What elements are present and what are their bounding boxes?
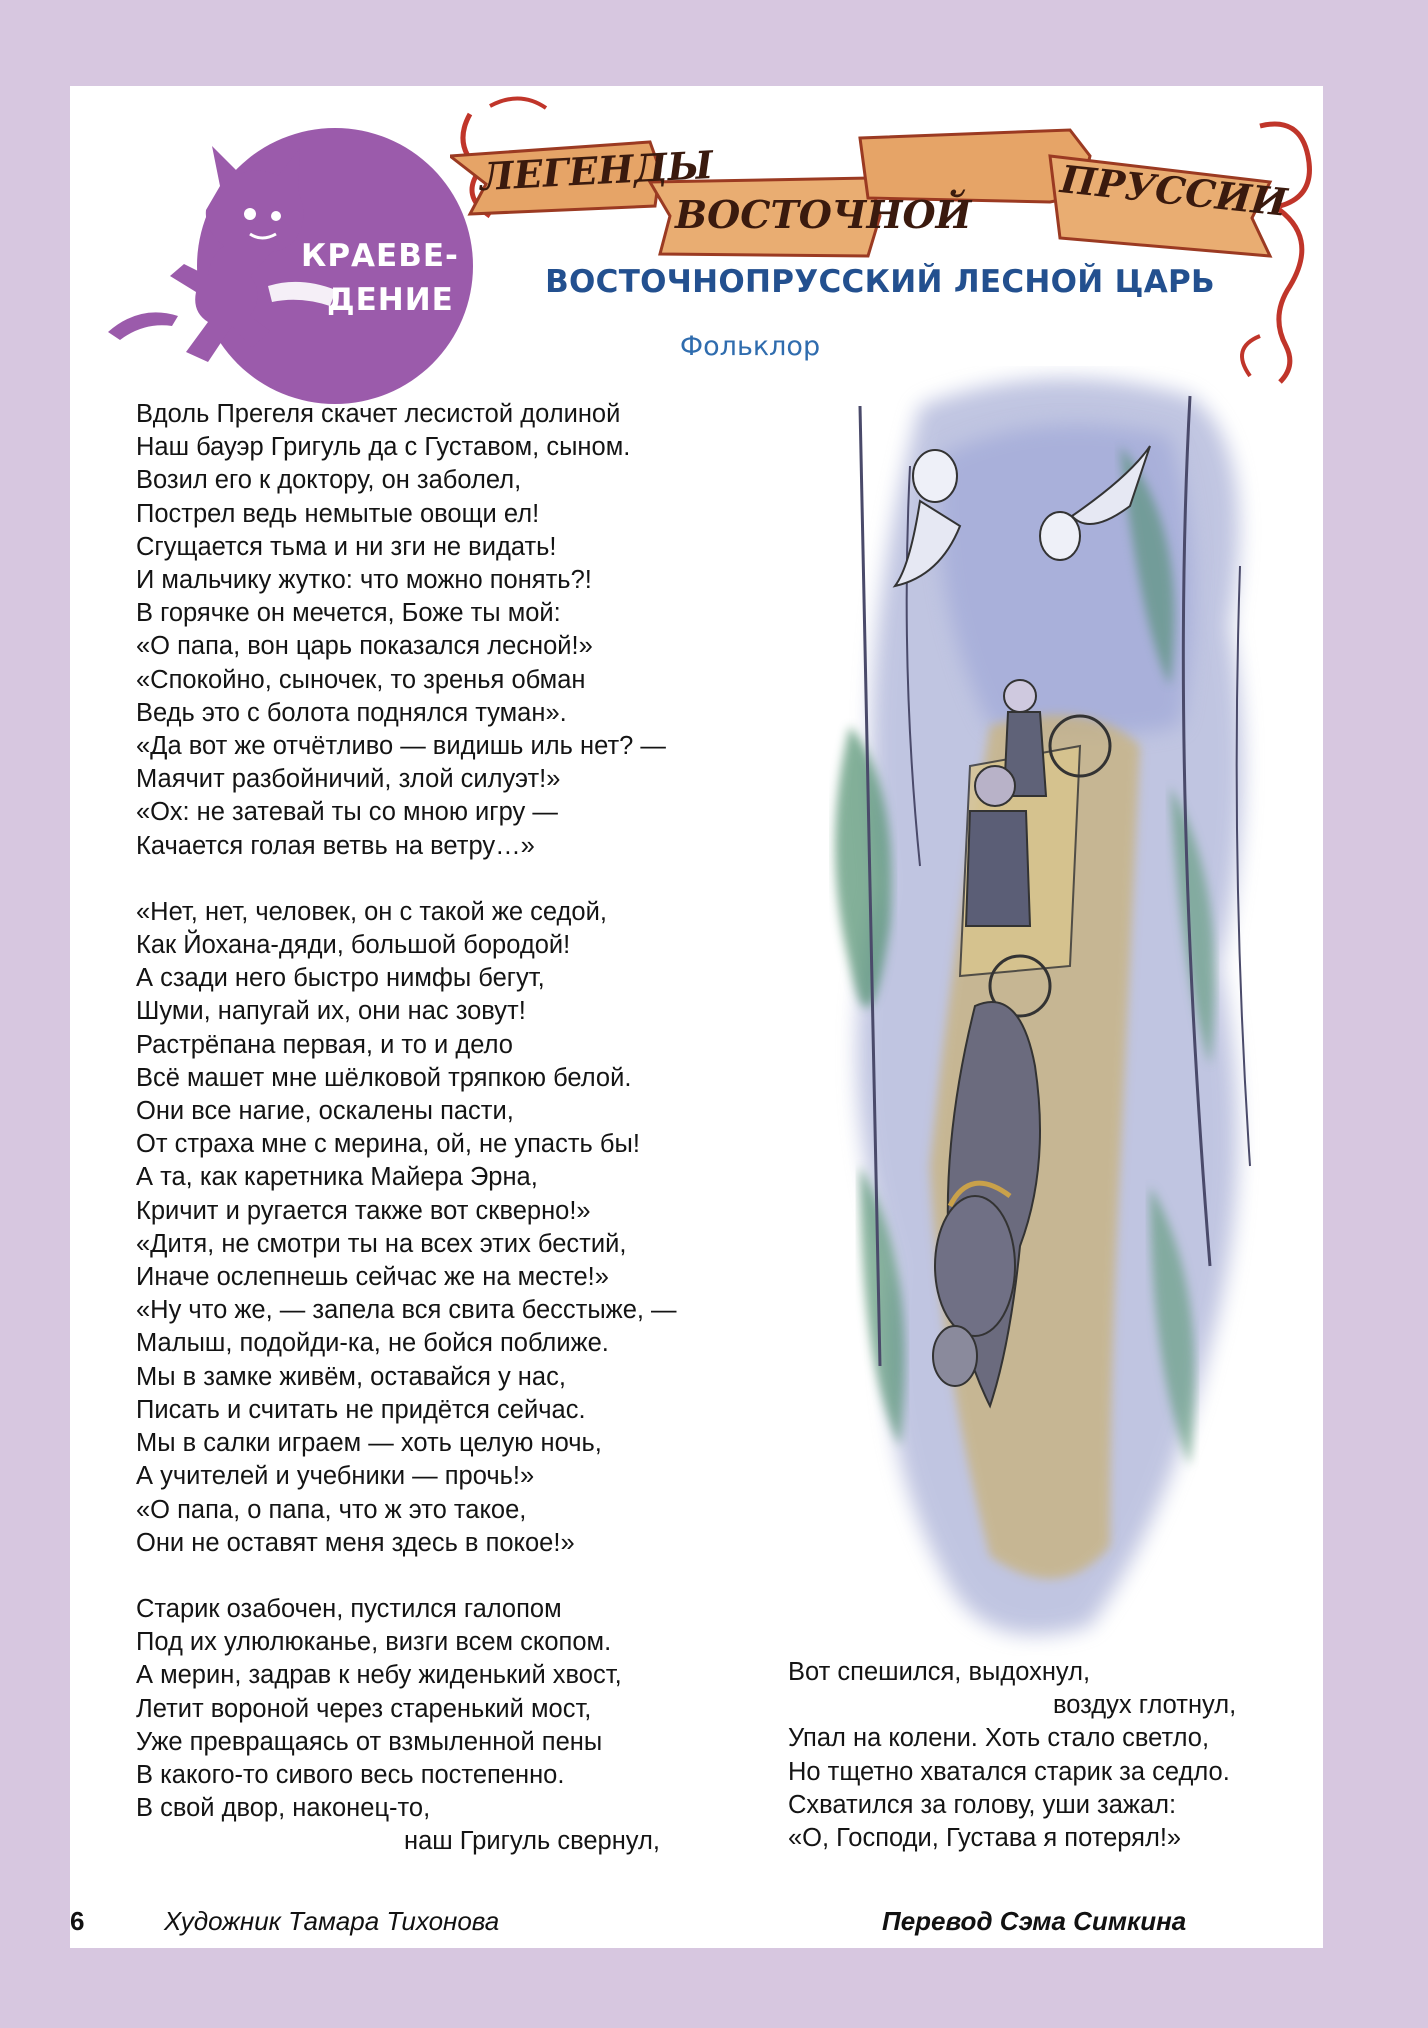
poem-line: Иначе ослепнешь сейчас же на месте!» — [136, 1263, 609, 1292]
poem-line: «Дитя, не смотри ты на всех этих бестий, — [136, 1229, 627, 1258]
poem-line: «Ну что же, — запела вся свита бесстыже, — — [136, 1296, 677, 1325]
poem-line: Но тщетно хватался старик за седло. — [788, 1757, 1230, 1786]
poem-line: От страха мне с мерина, ой, не упасть бы! — [136, 1130, 640, 1159]
section-banner — [450, 86, 1330, 396]
stanza-1 — [136, 398, 736, 863]
poem-line: Они все нагие, оскалены пасти, — [136, 1097, 514, 1126]
poem-line: воздух глотнул, — [1053, 1691, 1237, 1720]
poem-line: «Да вот же отчётливо — видишь иль нет? — — [136, 732, 666, 761]
poem-line: «О, Господи, Густава я потерял!» — [788, 1824, 1182, 1853]
kraevedenie-emblem — [100, 126, 480, 406]
emblem-line-2: ДЕНИЕ — [327, 282, 454, 318]
page-footer — [70, 1906, 1323, 1946]
poem-line: В горячке он мечется, Боже ты мой: — [136, 599, 561, 628]
stanza-2 — [136, 896, 736, 1560]
page — [70, 86, 1323, 1948]
poem-line: Возил его к доктору, он заболел, — [136, 466, 522, 495]
poem-line: Под их улюлюканье, визги всем скопом. — [136, 1628, 612, 1657]
poem-line: Уже превращаясь от взмыленной пены — [136, 1727, 603, 1756]
genre-label: Фольклор — [679, 331, 821, 362]
poem-line: Пострел ведь немытые овощи ел! — [136, 499, 540, 528]
poem-line: В свой двор, наконец-то, — [136, 1794, 431, 1823]
illustration-forest-king — [790, 366, 1300, 1656]
poem-line: Шуми, напугай их, они нас зовут! — [136, 997, 526, 1026]
poem-line: Писать и считать не придётся сейчас. — [136, 1395, 586, 1424]
poem-line: Всё машет мне шёлковой тряпкою белой. — [136, 1063, 632, 1092]
poem-line: «Спокойно, сыночек, то зренья обман — [136, 665, 586, 694]
poem-line: наш Григуль свернул, — [404, 1827, 660, 1856]
stanza-3 — [136, 1593, 736, 1859]
poem-line: А мерин, задрав к небу жиденький хвост, — [136, 1661, 622, 1690]
poem-line: Растрёпана первая, и то и дело — [136, 1030, 513, 1059]
poem-line: Летит вороной через старенький мост, — [136, 1694, 592, 1723]
poem-line: Вдоль Прегеля скачет лесистой долиной — [136, 400, 621, 428]
poem-line: Маячит разбойничий, злой силуэт!» — [136, 765, 561, 794]
poem-line: Упал на колени. Хоть стало светло, — [788, 1724, 1210, 1753]
poem-line: Малыш, подойди-ка, не бойся поближе. — [136, 1329, 609, 1358]
poem-line: «О папа, о папа, что ж это такое, — [136, 1495, 527, 1524]
poem-line: В какого-то сивого весь постепенно. — [136, 1760, 565, 1789]
poem-line: Наш бауэр Григуль да с Густавом, сыном. — [136, 433, 631, 462]
poem-line: А сзади него быстро нимфы бегут, — [136, 964, 545, 993]
poem-line: Как Йохана-дяди, большой бородой! — [136, 931, 571, 960]
poem-line: Мы в салки играем — хоть целую ночь, — [136, 1429, 602, 1458]
poem-line: Они не оставят меня здесь в покое!» — [136, 1528, 575, 1557]
translator-credit: Перевод Сэма Симкина — [882, 1906, 1187, 1936]
poem-column-left — [136, 398, 736, 1892]
poem-line: Кричит и ругается также вот скверно!» — [136, 1196, 591, 1225]
poem-line: А та, как каретника Майера Эрна, — [136, 1163, 538, 1192]
poem-line: «Нет, нет, человек, он с такой же седой, — [136, 897, 607, 926]
poem-line: А учителей и учебники — прочь!» — [136, 1462, 535, 1491]
poem-line: «О папа, вон царь показался лесной!» — [136, 632, 593, 661]
emblem-label — [297, 234, 467, 322]
banner-word-prussia: ПРУССИИ — [1058, 156, 1290, 225]
poem-column-right — [788, 1656, 1368, 1855]
poem-line: Сгущается тьма и ни зги не видать! — [136, 532, 557, 561]
poem-line: «Ох: не затевай ты со мною игру — — [136, 798, 558, 827]
poem-line: И мальчику жутко: что можно понять?! — [136, 566, 592, 595]
watercolor-illustration-image — [790, 366, 1300, 1656]
emblem-line-1: КРАЕВЕ- — [301, 238, 459, 274]
poem-line: Старик озабочен, пустился галопом — [136, 1594, 562, 1623]
banner-word-eastern: ВОСТОЧНОЙ — [675, 192, 972, 237]
poem-line: Ведь это с болота поднялся туман». — [136, 698, 567, 727]
poem-line: Вот спешился, выдохнул, — [788, 1658, 1091, 1686]
poem-line: Качается голая ветвь на ветру…» — [136, 831, 535, 860]
poem-line: Мы в замке живём, оставайся у нас, — [136, 1362, 566, 1391]
page-number: 6 — [70, 1906, 85, 1936]
poem-title: ВОСТОЧНОПРУССКИЙ ЛЕСНОЙ ЦАРЬ — [545, 264, 1215, 300]
banner-word-legends: ЛЕГЕНДЫ — [478, 141, 715, 200]
poem-line: Схватился за голову, уши зажал: — [788, 1790, 1177, 1819]
artist-credit: Художник Тамара Тихонова — [164, 1906, 500, 1936]
